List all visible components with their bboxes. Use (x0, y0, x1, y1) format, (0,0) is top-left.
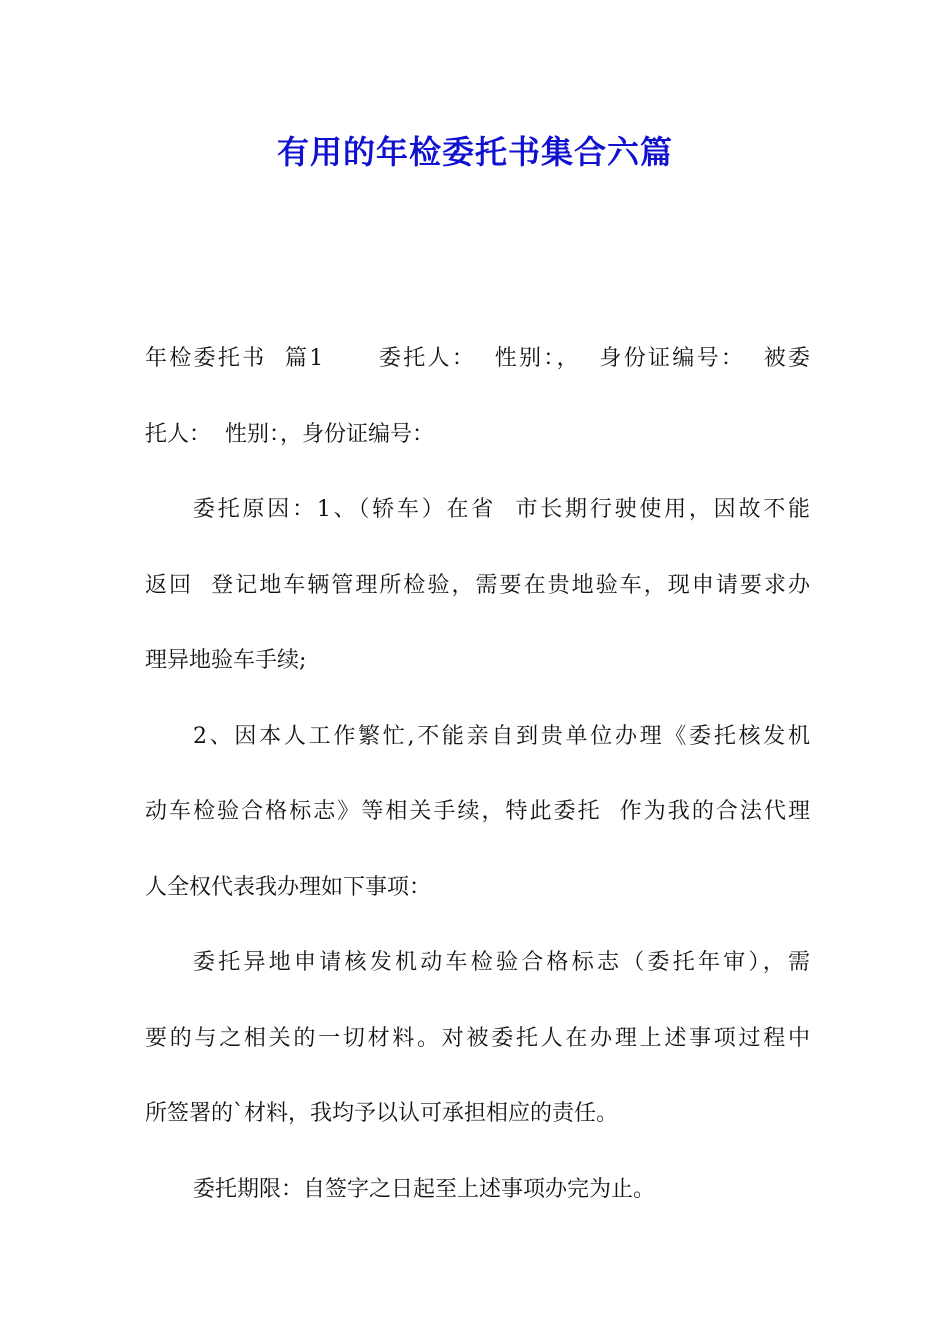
body-line-12: 委托期限：自签字之日起至上述事项办完为止。 (193, 1177, 656, 1202)
body-line-1: 年检委托书 篇1 委托人： 性别：， 身份证编号： 被委 (145, 346, 810, 371)
body-line-8: 人全权代表我办理如下事项： (145, 875, 432, 900)
body-line-10: 要的与之相关的一切材料。对被委托人在办理上述事项过程中 (145, 1026, 810, 1051)
body-line-6: 2、因本人工作繁忙,不能亲自到贵单位办理《委托核发机 (193, 724, 810, 749)
body-line-4: 返回 登记地车辆管理所检验，需要在贵地验车，现申请要求办 (145, 573, 810, 598)
body-line-5: 理异地验车手续; (145, 648, 307, 673)
document-title: 有用的年检委托书集合六篇 (276, 133, 673, 171)
body-line-3: 委托原因：1、（轿车）在省 市长期行驶使用，因故不能 (193, 497, 810, 522)
body-line-2: 托人： 性别：，身份证编号： (145, 422, 434, 447)
body-line-11: 所签署的`材料，我均予以认可承担相应的责任。 (145, 1101, 619, 1126)
body-line-7: 动车检验合格标志》等相关手续，特此委托 作为我的合法代理 (145, 799, 810, 824)
body-line-9: 委托异地申请核发机动车检验合格标志（委托年审），需 (193, 950, 810, 975)
